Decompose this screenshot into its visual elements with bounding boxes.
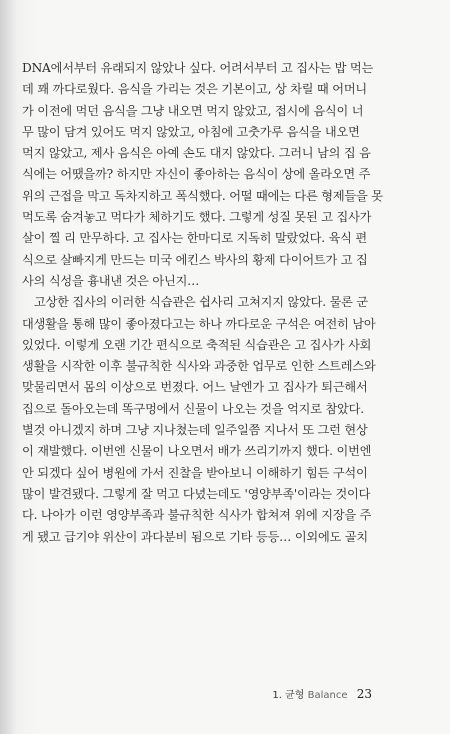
chapter-title: 1. 균형 (272, 690, 305, 701)
text-line: 식으로 살빠지게 만드는 미국 에킨스 박사의 황제 다이어트가 고 집 (22, 252, 368, 267)
text-line: 있었다. 이렇게 오랜 기간 편식으로 축적된 식습관은 고 집사가 사회 (22, 337, 372, 352)
text-line: 별것 아니겠지 하며 그냥 지나쳤는데 일주일쯤 지나서 또 그런 현상 (22, 423, 368, 438)
chapter-english-title: Balance (307, 690, 348, 701)
text-line: 이 재발했다. 이번엔 신물이 나오면서 배가 쓰리기까지 했다. 이번엔 (22, 444, 372, 459)
text-line: 데 꽤 까다로웠다. 음식을 가리는 것은 기본이고, 상 차릴 때 어머니 (22, 82, 367, 97)
text-line: 먹도록 숨겨놓고 먹다가 체하기도 했다. 그렇게 성질 못된 고 집사가 (22, 210, 372, 225)
text-line: 대생활을 통해 많이 좋아졌다고는 하나 까다로운 구석은 여전히 남아 (22, 316, 376, 331)
text-line: 가 이전에 먹던 음식을 그냥 내오면 먹지 않았고, 접시에 음식이 너 (22, 103, 364, 118)
text-line: 식에는 어땠을까? 하지만 자신이 좋아하는 음식이 상에 올라오면 주 (22, 167, 371, 182)
text-line: 무 많이 담겨 있어도 먹지 않았고, 아침에 고춧가루 음식을 내오면 (22, 124, 360, 139)
text-line: 맞물리면서 몸의 이상으로 번졌다. 어느 날엔가 고 집사가 퇴근해서 (22, 380, 368, 395)
text-line: 먹지 않았고, 제사 음식은 아예 손도 대지 않았다. 그러니 남의 집 음 (22, 146, 371, 161)
text-line: 다. 나아가 이런 영양부족과 불규칙한 식사가 합쳐져 위에 지장을 주 (22, 508, 372, 523)
page-footer (272, 686, 372, 701)
text-line: 안 되겠다 싶어 병원에 가서 진찰을 받아보니 이해하기 힘든 구석이 (22, 465, 368, 480)
text-line: DNA에서부터 유래되지 않았나 싶다. 어려서부터 고 집사는 밥 먹는 (22, 61, 374, 75)
text-line: 많이 발견됐다. 그렇게 잘 먹고 다녔는데도 '영양부족'이라는 것이다 (22, 486, 371, 501)
text-line: 사의 식성을 흉내낸 것은 아닌지… (22, 273, 200, 288)
text-line: 살이 찔 리 만무하다. 고 집사는 한마디로 지독히 말랐었다. 육식 편 (22, 231, 367, 246)
text-line: 고상한 집사의 이러한 식습관은 쉽사리 고쳐지지 않았다. 물론 군 (34, 295, 368, 310)
text-line: 게 됐고 급기야 위산이 과다분비 됨으로 기타 등등… 이외에도 골치 (22, 529, 368, 544)
text-line: 생활을 시작한 이후 불규칙한 식사와 과중한 업무로 인한 스트레스와 (22, 359, 376, 374)
page-number: 23 (356, 687, 372, 701)
body-text (22, 58, 434, 548)
spine-shadow (0, 0, 18, 734)
text-line: 위의 근접을 막고 독차지하고 폭식했다. 어떨 때에는 다른 형제들을 못 (22, 188, 383, 203)
text-line: 집으로 돌아오는데 똑구멍에서 신물이 나오는 것을 억지로 참았다. (22, 401, 364, 416)
